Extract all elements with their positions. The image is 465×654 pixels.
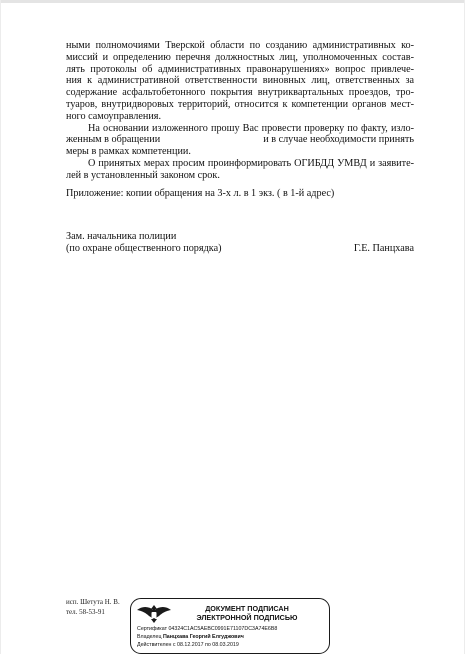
- stamp-owner: [137, 634, 325, 641]
- signatory-row: [66, 243, 414, 255]
- executor-name: исп. Шетута Н. В.: [66, 598, 120, 606]
- page-edge-left: [0, 0, 1, 654]
- request-line: меры в рамках компетенции.: [66, 146, 191, 158]
- electronic-signature-stamp: [130, 598, 330, 654]
- page-edge: [0, 0, 465, 3]
- request-line-left: женным в обращении: [66, 134, 161, 146]
- signatory-title: Зам. начальника полиции: [66, 231, 177, 243]
- signatory-name: Г.Е. Панцхава: [353, 243, 414, 255]
- request-line-right: и в случае необходимости принять: [263, 134, 414, 146]
- body-line: миссий и определению перечня должностных лиц, уполномоченных состав-: [66, 51, 414, 63]
- body-line: содержание асфальтобетонного покрытия внутриквартальных проездов, тро-: [66, 87, 414, 99]
- letter-body: [66, 40, 414, 255]
- body-line: ния к административной ответственности виновных лиц, ответственных за: [66, 75, 414, 87]
- request-line: На основании изложенного прошу Вас провести проверку по факту, изло-: [88, 122, 414, 134]
- inform-line: лей в установленный законом срок.: [66, 169, 220, 181]
- eagle-emblem-icon: [136, 602, 172, 624]
- certificate-value: 04324C1AC5AEBC0991E71107DC3A74E6B8: [168, 626, 278, 632]
- executor-phone: тел. 58-53-91: [66, 607, 105, 616]
- executor-note: [66, 598, 120, 617]
- attachment-line: Приложение: копии обращения на 3-х л. в 1 экз. ( в 1-й адрес): [66, 187, 335, 199]
- stamp-title-line: ДОКУМЕНТ ПОДПИСАН: [205, 604, 289, 613]
- body-line: лять протоколы об административных правонарушениях» вопрос привлече-: [66, 63, 414, 75]
- body-line: ными полномочиями Тверской области по созданию административных ко-: [66, 40, 414, 51]
- owner-label: Владелец: [137, 634, 162, 640]
- body-line: туаров, внутридворовых территорий, относится к компетенции органов мест-: [66, 98, 414, 110]
- stamp-title-line: ЭЛЕКТРОННОЙ ПОДПИСЬЮ: [196, 613, 298, 622]
- certificate-label: Сертификат: [137, 626, 167, 632]
- owner-value: Панцхава Георгий Елгуджович: [163, 634, 244, 640]
- signatory-title-2: (по охране общественного порядка): [66, 243, 222, 255]
- stamp-certificate: [137, 626, 325, 633]
- stamp-validity: Действителен с 08.12.2017 по 08.03.2019: [137, 642, 239, 648]
- request-line: [66, 134, 414, 146]
- body-line: ного самоуправления.: [66, 110, 162, 122]
- stamp-title: [171, 604, 323, 622]
- inform-line: О принятых мерах просим проинформировать ОГИБДД УМВД и заявите-: [88, 157, 414, 169]
